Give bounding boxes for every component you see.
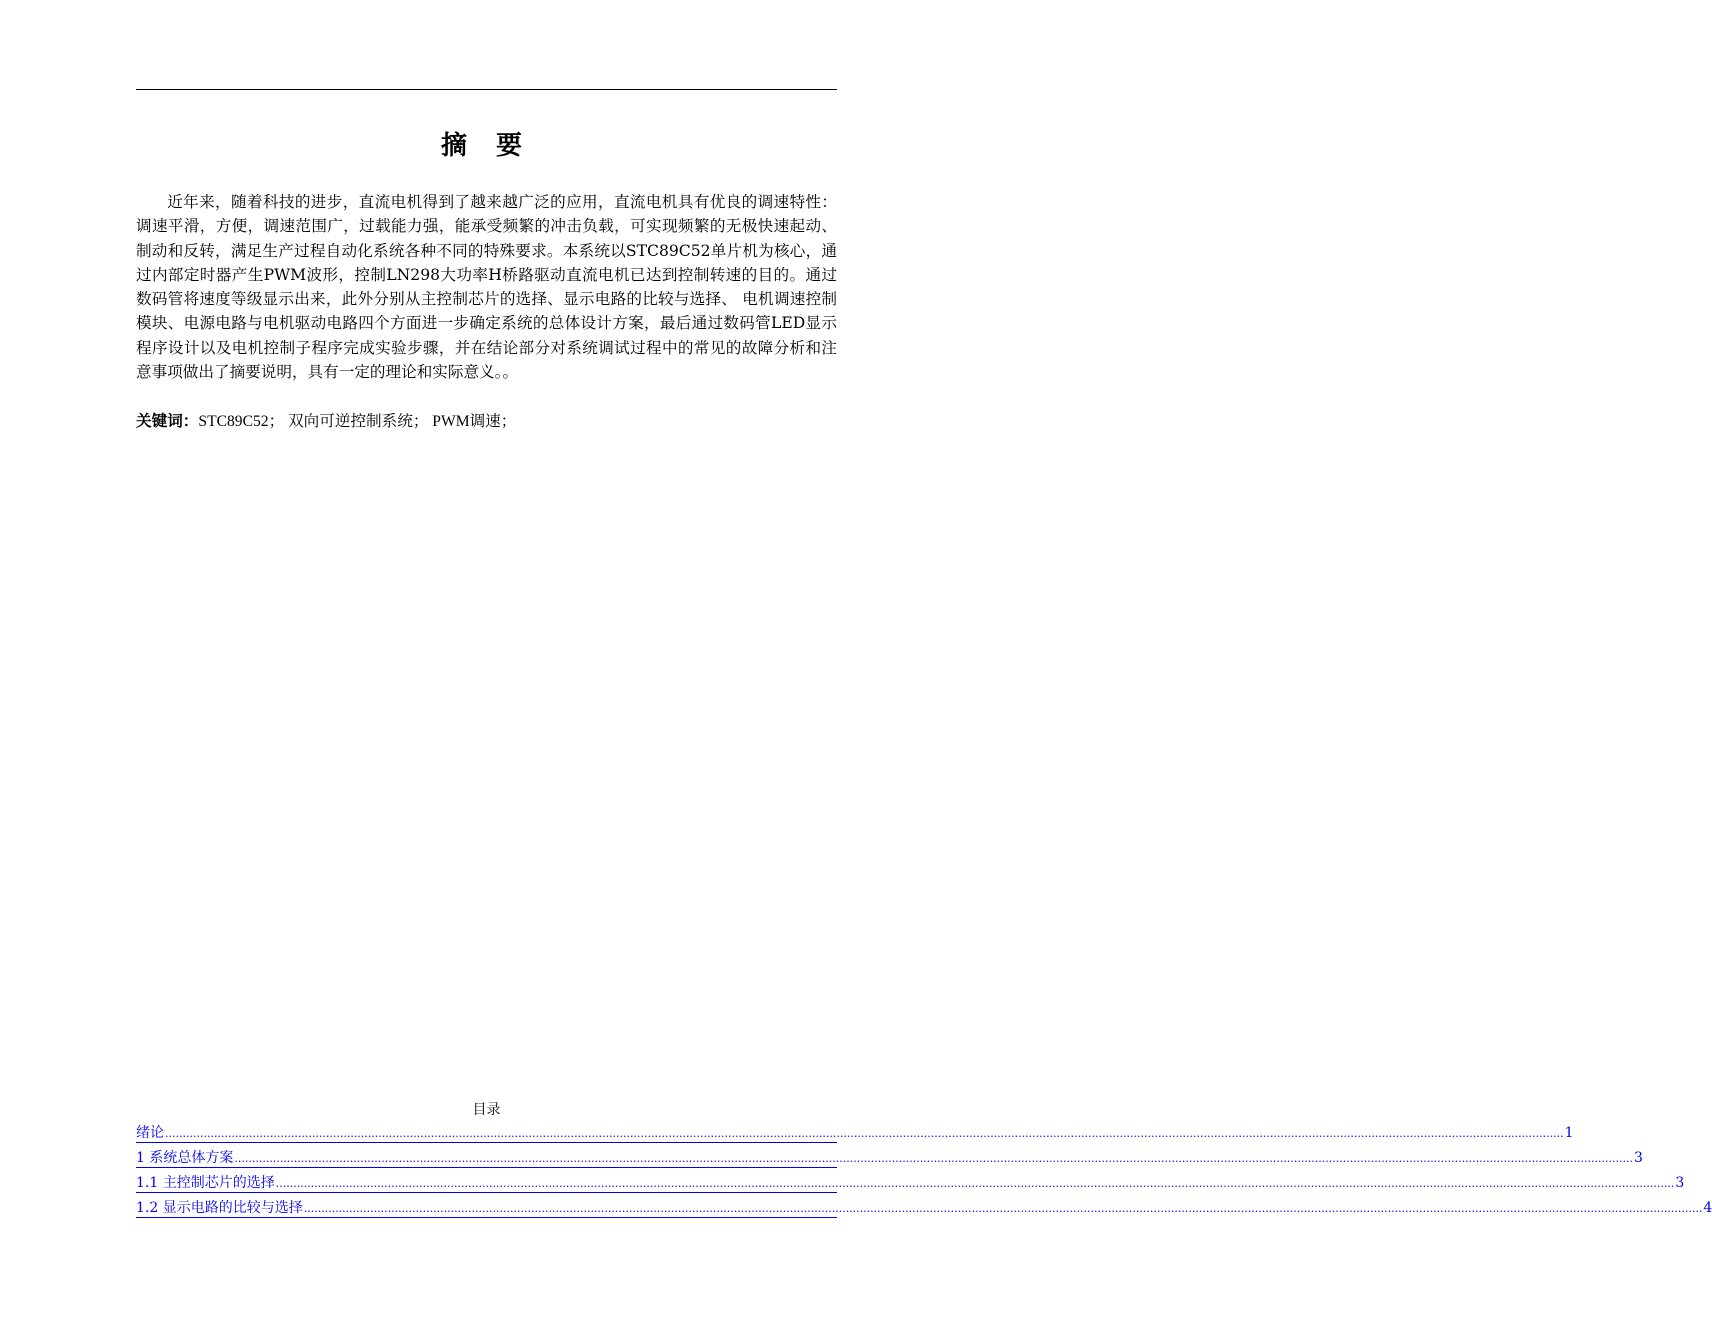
toc-entry — [136, 1125, 1574, 1150]
toc-entry-label: 1.1 主控制芯片的选择 — [136, 1175, 275, 1191]
toc-link-1-1[interactable] — [136, 1175, 1685, 1193]
toc-title: 目录 — [472, 1102, 501, 1118]
toc-entry-page: 3 — [1675, 1175, 1685, 1191]
toc-entry-page: 3 — [1634, 1150, 1643, 1166]
abstract-paragraph: 近年来，随着科技的进步，直流电机得到了越来越广泛的应用，直流电机具有优良的调速特性：调速平滑，方便，调速范围广，过载能力强，能承受频繁的冲击负载，可实现频繁的无极快速起动、制动和反转，满足生产过程自动化系统各种不同的特殊要求。本系统以STC89C52单片机为核心，通过内部定时器产生PWM波形，控制LN298大功率H桥路驱动直流电机已达到控制转速的目的。通过数码管将速度等级显示出来，此外分别从主控制芯片的选择、显示电路的比较与选择、 电机调速控制模块、电源电路与电机驱动电路四个方面进一步确定系统的总体设计方案，最后通过数码管LED显示程序设计以及电机控制子程序完成实验步骤，并在结论部分对系统调试过程中的常见的故障分析和注意事项做出了摘要说明，具有一定的理论和实际意义。。 — [136, 193, 837, 382]
toc-entry-label: 绪论 — [136, 1125, 164, 1141]
abstract-body — [136, 190, 837, 384]
toc-leader-dots: ................................................................................................................................................................................................................................................................................................................................................................................................................ — [275, 1177, 1675, 1190]
toc-leader-dots: ................................................................................................................................................................................................................................................................................................................................................................................................................ — [234, 1152, 1633, 1165]
toc-leader-dots: ................................................................................................................................................................................................................................................................................................................................................................................................................ — [303, 1202, 1703, 1215]
keywords-label: 关键词： — [136, 412, 199, 430]
toc-link-1-2[interactable] — [136, 1200, 1712, 1218]
toc-entry — [136, 1175, 1685, 1200]
keywords-text: STC89C52； 双向可逆控制系统； PWM调速； — [198, 413, 517, 430]
table-of-contents — [136, 1125, 1712, 1225]
toc-link-1[interactable] — [136, 1150, 1643, 1168]
toc-link-intro[interactable] — [136, 1125, 1574, 1143]
toc-entry-label: 1.2 显示电路的比较与选择 — [136, 1200, 303, 1216]
toc-entry — [136, 1150, 1643, 1175]
toc-entry-label: 1 系统总体方案 — [136, 1150, 234, 1166]
abstract-title: 摘 要 — [440, 131, 533, 161]
toc-entry — [136, 1200, 1712, 1225]
header-rule — [136, 89, 837, 90]
toc-leader-dots: ................................................................................................................................................................................................................................................................................................................................................................................................................ — [165, 1127, 1564, 1140]
toc-entry-page: 4 — [1703, 1200, 1712, 1216]
toc-entry-page: 1 — [1564, 1125, 1574, 1141]
keywords-line — [136, 409, 837, 434]
